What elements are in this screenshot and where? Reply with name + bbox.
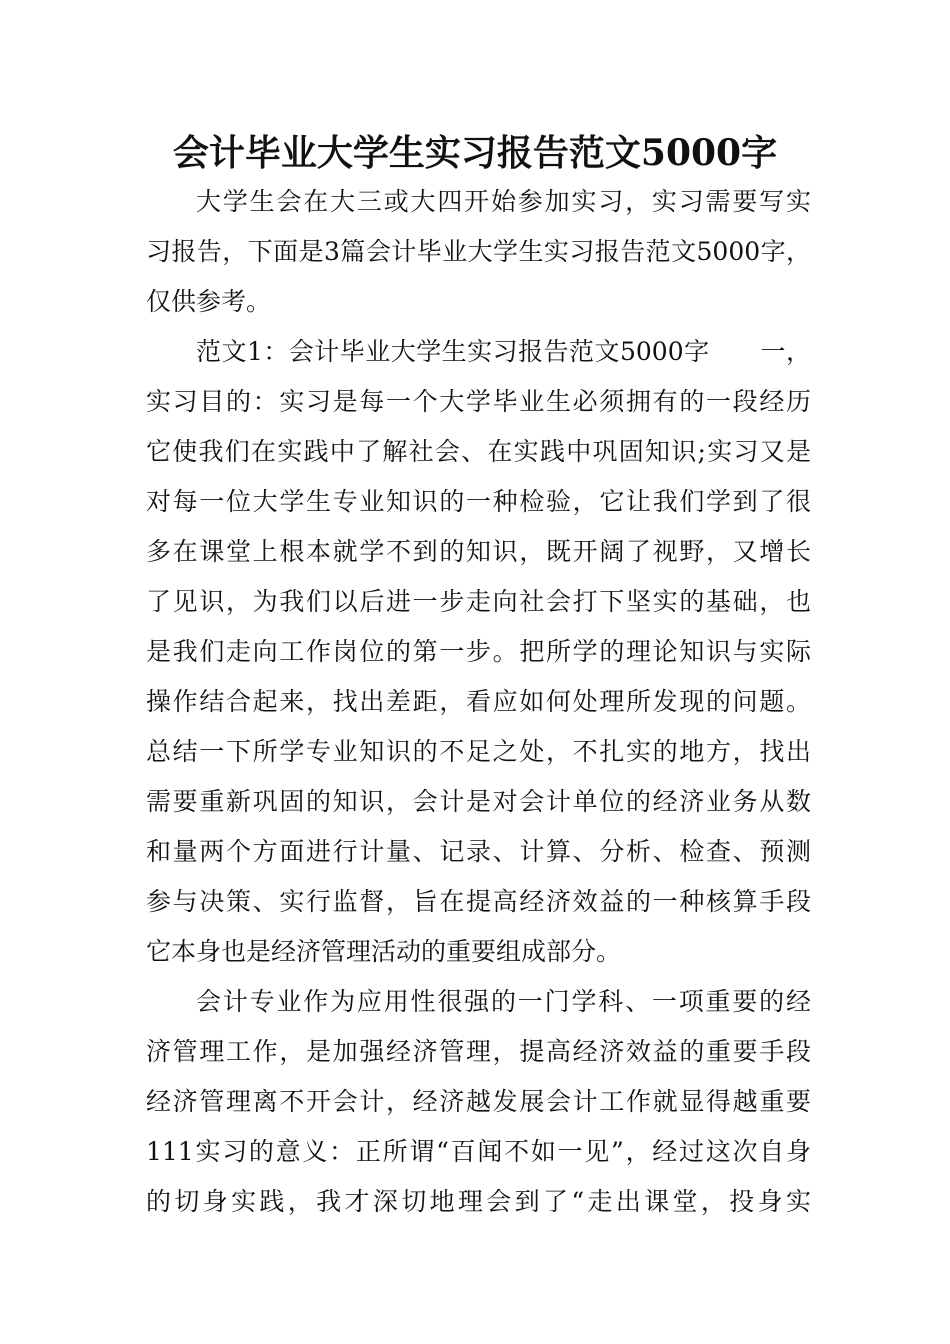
text-line: 和量两个方面进行计量、记录、计算、分析、检查、预测 (146, 837, 811, 866)
text-line: 济管理工作，是加强经济管理，提高经济效益的重要手段 (146, 1037, 811, 1066)
text-line: 仅供参考。 (146, 287, 272, 316)
text-line: 会计专业作为应用性很强的一门学科、一项重要的经 (196, 987, 811, 1016)
text-line: 实习目的：实习是每一个大学毕业生必须拥有的一段经历 (146, 387, 811, 416)
text-line: 范文1：会计毕业大学生实习报告范文5000字 一， (196, 337, 811, 366)
text-line: 参与决策、实行监督，旨在提高经济效益的一种核算手段 (146, 887, 811, 916)
text-line: 是我们走向工作岗位的第一步。把所学的理论知识与实际 (146, 637, 811, 666)
text-line: 大学生会在大三或大四开始参加实习，实习需要写实 (196, 187, 811, 216)
text-line: 操作结合起来，找出差距，看应如何处理所发现的问题。 (146, 687, 811, 716)
text-line: 它本身也是经济管理活动的重要组成部分。 (146, 937, 622, 966)
text-line: 对每一位大学生专业知识的一种检验，它让我们学到了很 (146, 487, 811, 516)
document-title: 会计毕业大学生实习报告范文5000字 (172, 132, 778, 174)
text-line: 习报告，下面是3篇会计毕业大学生实习报告范文5000字， (146, 237, 811, 266)
text-line: 经济管理离不开会计，经济越发展会计工作就显得越重要 (146, 1087, 811, 1116)
text-line: 了见识，为我们以后进一步走向社会打下坚实的基础，也 (146, 587, 811, 616)
text-line: 需要重新巩固的知识，会计是对会计单位的经济业务从数 (146, 787, 811, 816)
text-line: 111实习的意义：正所谓“百闻不如一见”，经过这次自身 (146, 1137, 811, 1166)
text-line: 它使我们在实践中了解社会、在实践中巩固知识;实习又是 (146, 437, 811, 466)
text-line: 总结一下所学专业知识的不足之处，不扎实的地方，找出 (146, 737, 811, 766)
text-line: 多在课堂上根本就学不到的知识，既开阔了视野，又增长 (146, 537, 811, 566)
text-line: 的切身实践，我才深切地理会到了“走出课堂，投身实 (146, 1187, 811, 1216)
